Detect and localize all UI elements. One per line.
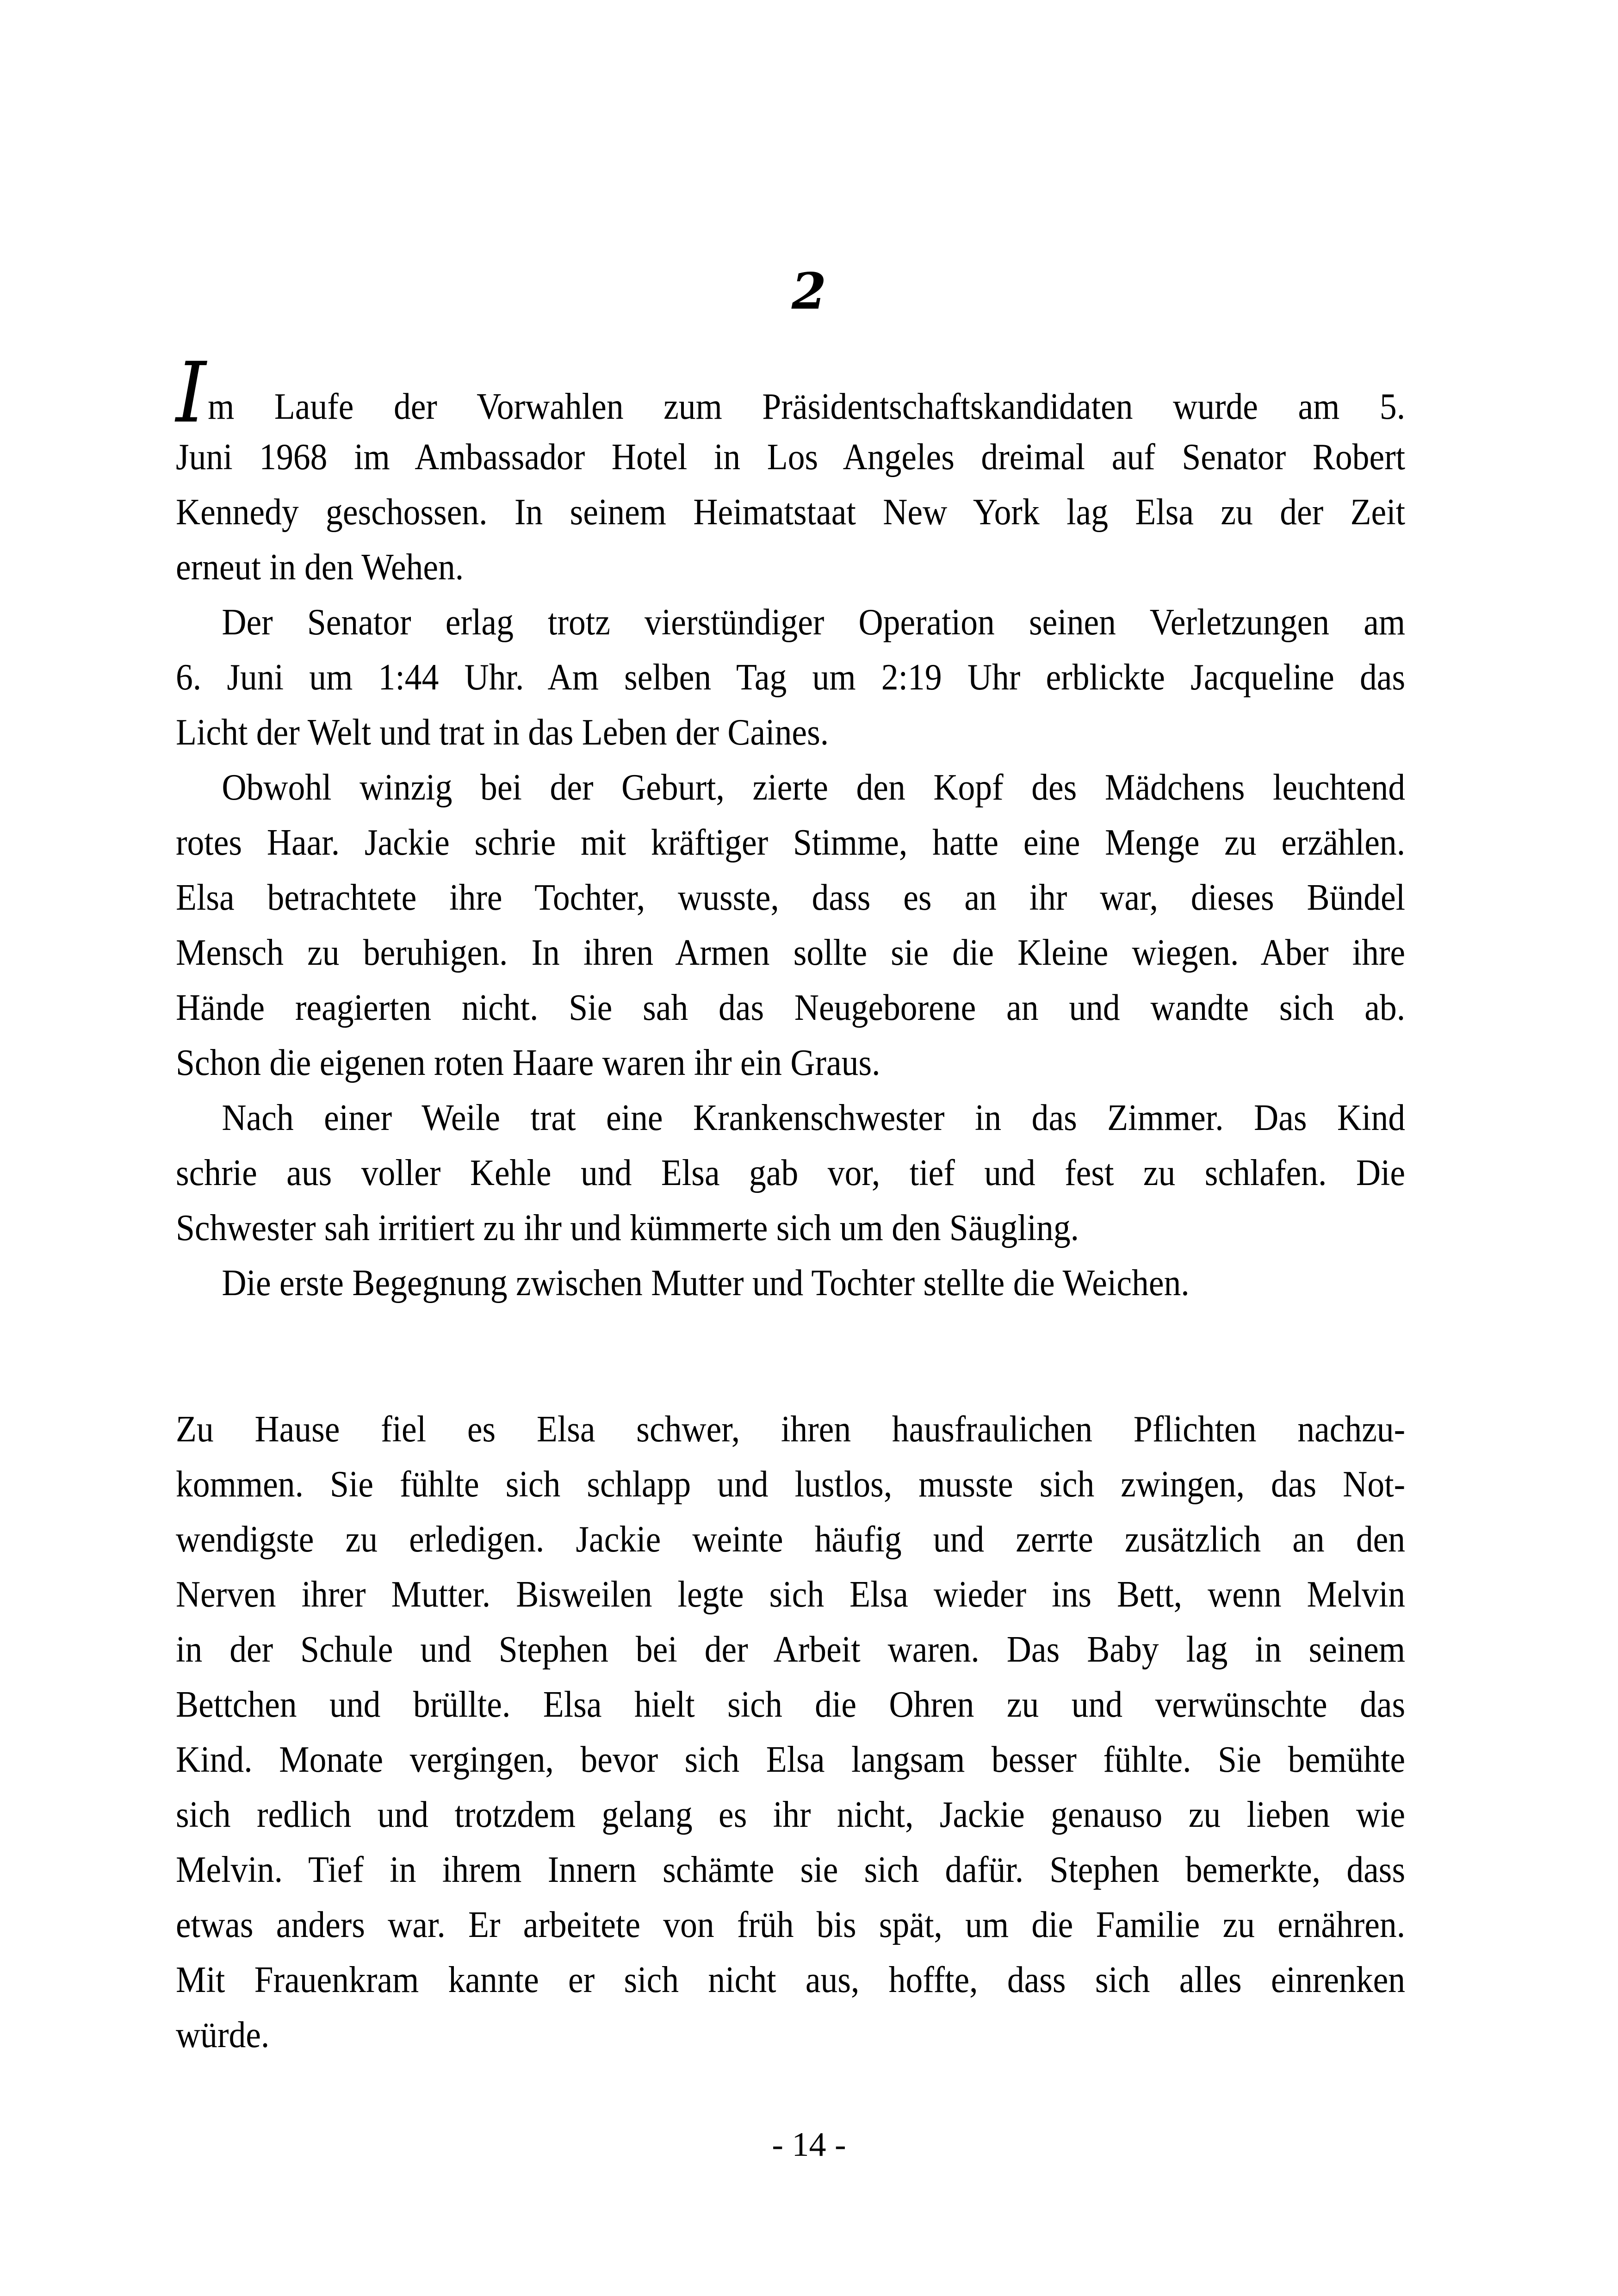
text-line xyxy=(176,1201,1405,1256)
line-text: Juni 1968 im Ambassador Hotel in Los Angeles dreimal auf Senator Robert xyxy=(176,437,1406,478)
line-text: Licht der Welt und trat in das Leben der Caines. xyxy=(176,712,829,753)
line-text: Obwohl winzig bei der Geburt, zierte den Kopf des Mädchens leuchtend xyxy=(222,767,1406,808)
text-line xyxy=(176,1402,1405,1457)
text-line xyxy=(176,980,1405,1036)
text-line xyxy=(176,650,1405,705)
drop-cap: I xyxy=(176,345,206,441)
text-line xyxy=(176,1567,1405,1622)
text-line xyxy=(176,1091,1405,1146)
line-text: Mit Frauenkram kannte er sich nicht aus, hoffte, dass sich alles einrenken xyxy=(176,1960,1406,2000)
section-1 xyxy=(176,345,1406,1311)
text-line xyxy=(176,1256,1405,1311)
text-line xyxy=(176,1146,1405,1201)
text-line xyxy=(176,1898,1405,1953)
line-text: Schwester sah irritiert zu ihr und kümmerte sich um den Säugling. xyxy=(176,1208,1079,1248)
text-line xyxy=(176,1953,1405,2008)
line-text: sich redlich und trotzdem gelang es ihr nicht, Jackie genauso zu lieben wie xyxy=(176,1794,1406,1835)
line-text: rotes Haar. Jackie schrie mit kräftiger Stimme, hatte eine Menge zu erzählen. xyxy=(176,822,1406,863)
paragraph xyxy=(176,1256,1405,1311)
paragraph xyxy=(176,1402,1405,2063)
text-line xyxy=(176,1622,1405,1677)
text-line xyxy=(176,540,1405,595)
section-2 xyxy=(176,1402,1405,2063)
paragraph xyxy=(176,345,1406,595)
text-line xyxy=(176,760,1405,815)
text-line xyxy=(176,705,1405,760)
line-text: Kennedy geschossen. In seinem Heimatstaat New York lag Elsa zu der Zeit xyxy=(176,492,1406,533)
text-line xyxy=(176,1677,1405,1732)
text-line xyxy=(176,2008,1405,2063)
line-text: würde. xyxy=(176,2015,270,2055)
text-line xyxy=(176,1843,1405,1898)
line-text: schrie aus voller Kehle und Elsa gab vor, tief und fest zu schlafen. Die xyxy=(176,1153,1406,1193)
line-text: Elsa betrachtete ihre Tochter, wusste, dass es an ihr war, dieses Bündel xyxy=(176,877,1406,918)
text-line xyxy=(176,1036,1405,1091)
line-text: Zu Hause fiel es Elsa schwer, ihren hausfraulichen Pflichten nachzu- xyxy=(176,1409,1406,1450)
line-text: Nerven ihrer Mutter. Bisweilen legte sich Elsa wieder ins Bett, wenn Melvin xyxy=(176,1574,1406,1615)
line-text: Kind. Monate vergingen, bevor sich Elsa langsam besser fühlte. Sie bemühte xyxy=(176,1739,1406,1780)
text-line xyxy=(176,595,1405,650)
line-text: Der Senator erlag trotz vierstündiger Operation seinen Verletzungen am xyxy=(222,602,1406,643)
text-line xyxy=(176,485,1405,540)
line-text: Mensch zu beruhigen. In ihren Armen sollte sie die Kleine wiegen. Aber ihre xyxy=(176,932,1406,973)
text-line xyxy=(176,925,1405,980)
text-line xyxy=(176,345,1406,441)
line-text: Melvin. Tief in ihrem Innern schämte sie sich dafür. Stephen bemerkte, dass xyxy=(176,1849,1406,1890)
text-line xyxy=(176,870,1405,925)
text-line xyxy=(176,1787,1405,1843)
text-line xyxy=(176,430,1405,485)
paragraph xyxy=(176,1091,1405,1256)
text-line xyxy=(176,1732,1405,1787)
text-line xyxy=(176,1457,1405,1512)
line-text: Hände reagierten nicht. Sie sah das Neugeborene an und wandte sich ab. xyxy=(176,987,1406,1028)
line-text: etwas anders war. Er arbeitete von früh bis spät, um die Familie zu ernähren. xyxy=(176,1905,1406,1945)
line-text: Nach einer Weile trat eine Krankenschwester in das Zimmer. Das Kind xyxy=(222,1098,1406,1138)
line-text: Bettchen und brüllte. Elsa hielt sich die Ohren zu und verwünschte das xyxy=(176,1684,1406,1725)
line-text: Schon die eigenen roten Haare waren ihr ein Graus. xyxy=(176,1043,880,1083)
line-text: kommen. Sie fühlte sich schlapp und lustlos, musste sich zwingen, das Not- xyxy=(176,1464,1406,1505)
line-text: in der Schule und Stephen bei der Arbeit waren. Das Baby lag in seinem xyxy=(176,1629,1406,1670)
text-line xyxy=(176,815,1405,870)
line-text: 6. Juni um 1:44 Uhr. Am selben Tag um 2:19 Uhr erblickte Jacqueline das xyxy=(176,657,1406,698)
paragraph xyxy=(176,595,1405,760)
line-text: wendigste zu erledigen. Jackie weinte häufig und zerrte zusätzlich an den xyxy=(176,1519,1406,1560)
line-text: erneut in den Wehen. xyxy=(176,547,464,588)
line-text: Die erste Begegnung zwischen Mutter und Tochter stellte die Weichen. xyxy=(222,1263,1190,1303)
line-text: m Laufe der Vorwahlen zum Präsidentschaftskandidaten wurde am 5. xyxy=(208,386,1406,427)
chapter-number: 2 xyxy=(791,262,827,321)
page-number: - 14 - xyxy=(772,2126,846,2164)
paragraph xyxy=(176,760,1405,1091)
text-line xyxy=(176,1512,1405,1567)
